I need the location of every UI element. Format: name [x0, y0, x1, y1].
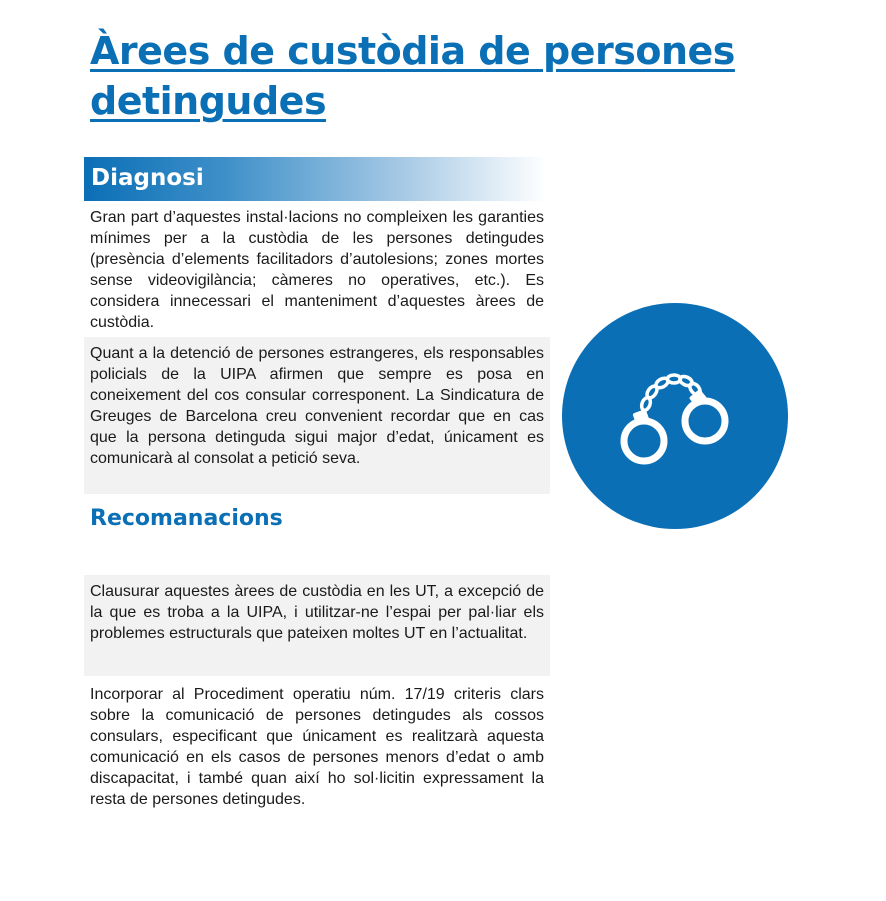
recomanacio-paragraph-2: Incorporar al Procediment operatiu núm. 17/19 criteris clars sobre la comunicació de persones detingudes als cossos consulars, especificant que únicament es realitzarà aquesta comunicació en els casos de persones menors d’edat o amb discapacitat, i també quan així ho sol·licitin expressament la resta de persones detingudes.	[90, 686, 544, 808]
recomanacio-paragraph-1: Clausurar aquestes àrees de custòdia en les UT, a excepció de la que es troba a la UIPA, i utilitzar-ne l’espai per pal·liar els problemes estructurals que pateixen moltes UT en l’actualitat.	[84, 575, 550, 676]
handcuffs-icon	[562, 303, 788, 529]
diagnosi-paragraph-1: Gran part d’aquestes instal·lacions no compleixen les garanties mínimes per a la custòdia de les persones detingudes (presència d’elements facilitadors d’autolesions; zones mortes sense videovigilància; càmeres no operatives, etc.). Es considera innecessari el manteniment d’aquestes àrees de custòdia.	[90, 209, 544, 331]
page-title: Àrees de custòdia de persones detingudes	[90, 29, 735, 123]
diagnosi-paragraph-2: Quant a la detenció de persones estrangeres, els responsables policials de la UIPA afirmen que sempre es posa en coneixement del cos consular corresponent. La Sindicatura de Greuges de Barcelona creu convenient recordar que en cas que la persona detinguda sigui major d’edat, únicament es comunicarà al consolat a petició seva.	[84, 337, 550, 494]
diagnosi-heading: Diagnosi	[91, 165, 204, 191]
recomanacions-heading: Recomanacions	[90, 506, 283, 531]
diagnosi-section-bar	[84, 157, 546, 201]
illustration-circle	[562, 303, 788, 529]
